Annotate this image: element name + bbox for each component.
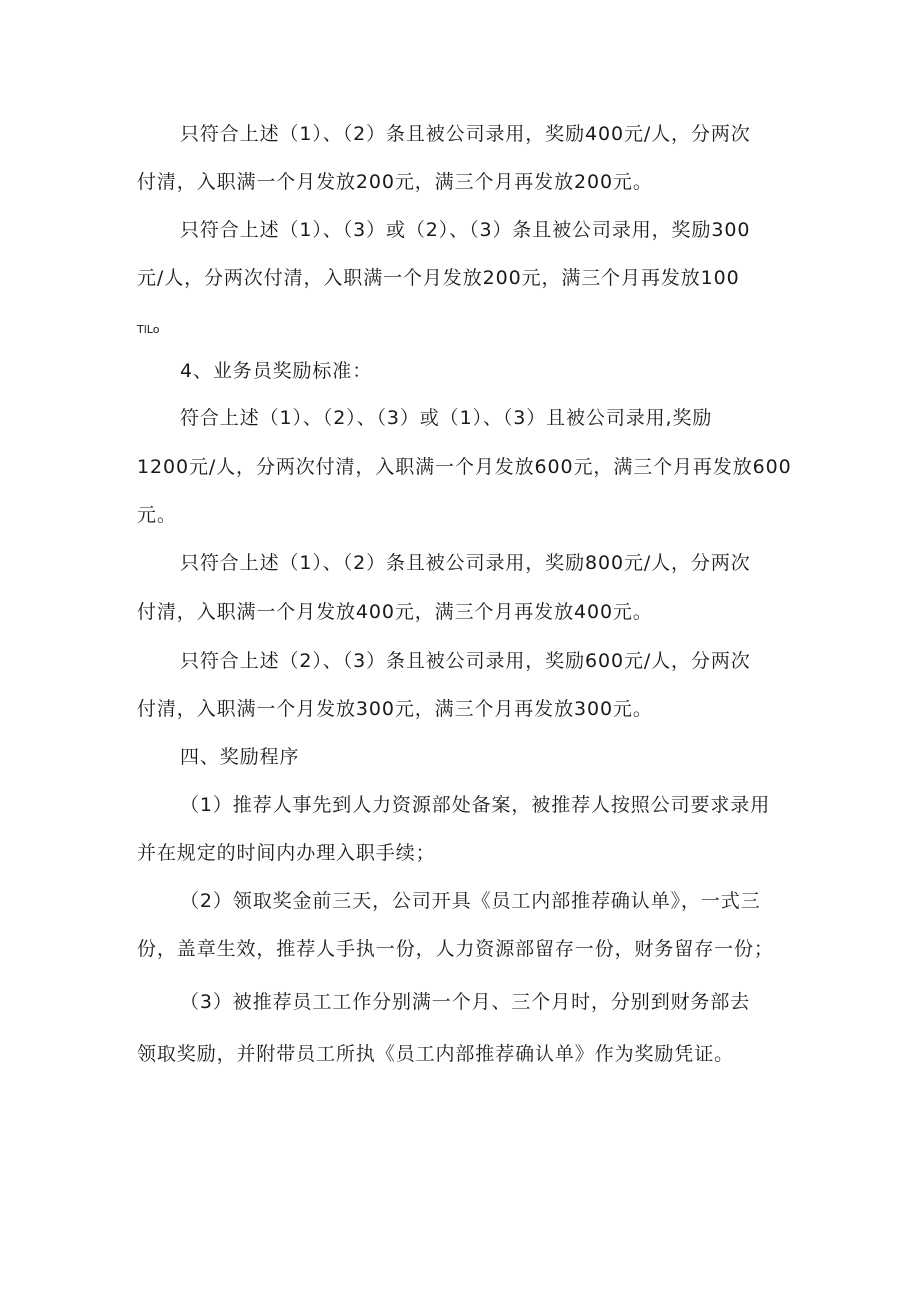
text-line-20: 领取奖励，并附带员工所执《员工内部推荐确认单》作为奖励凭证。 — [137, 1043, 735, 1065]
text-line-1: 只符合上述（1）、（2）条且被公司录用，奖励400元/人，分两次 — [180, 123, 751, 145]
text-line-9: 元。 — [137, 504, 177, 526]
section-heading-reward-procedure: 四、奖励程序 — [180, 746, 300, 768]
text-line-12: 只符合上述（2）、（3）条且被公司录用，奖励600元/人，分两次 — [180, 650, 751, 672]
text-line-13: 付清，入职满一个月发放300元，满三个月再发放300元。 — [137, 698, 653, 720]
text-line-18: 份，盖章生效，推荐人手执一份，人力资源部留存一份，财务留存一份； — [137, 938, 774, 960]
text-line-8: 1200元/人，分两次付清，入职满一个月发放600元，满三个月再发放600 — [137, 456, 792, 478]
text-line-10: 只符合上述（1）、（2）条且被公司录用，奖励800元/人，分两次 — [180, 552, 751, 574]
text-line-19: （3）被推荐员工工作分别满一个月、三个月时，分别到财务部去 — [180, 991, 751, 1013]
text-line-15: （1）推荐人事先到人力资源部处备案，被推荐人按照公司要求录用 — [180, 794, 771, 816]
text-line-16: 并在规定的时间内办理入职手续； — [137, 842, 436, 864]
text-line-7: 符合上述（1）、（2）、（3）或（1）、（3）且被公司录用,奖励 — [180, 407, 713, 429]
text-line-4: 元/人，分两次付清，入职满一个月发放200元，满三个月再发放100 — [137, 267, 740, 289]
text-line-17: （2）领取奖金前三天，公司开具《员工内部推荐确认单》，一式三 — [180, 890, 761, 912]
text-line-11: 付清，入职满一个月发放400元，满三个月再发放400元。 — [137, 601, 653, 623]
section-heading-salesperson-reward: 4、业务员奖励标准： — [180, 360, 373, 382]
text-line-2: 付清，入职满一个月发放200元，满三个月再发放200元。 — [137, 171, 653, 193]
text-line-5: TlLo — [137, 323, 160, 336]
text-line-3: 只符合上述（1）、（3）或（2）、（3）条且被公司录用，奖励300 — [180, 219, 751, 241]
